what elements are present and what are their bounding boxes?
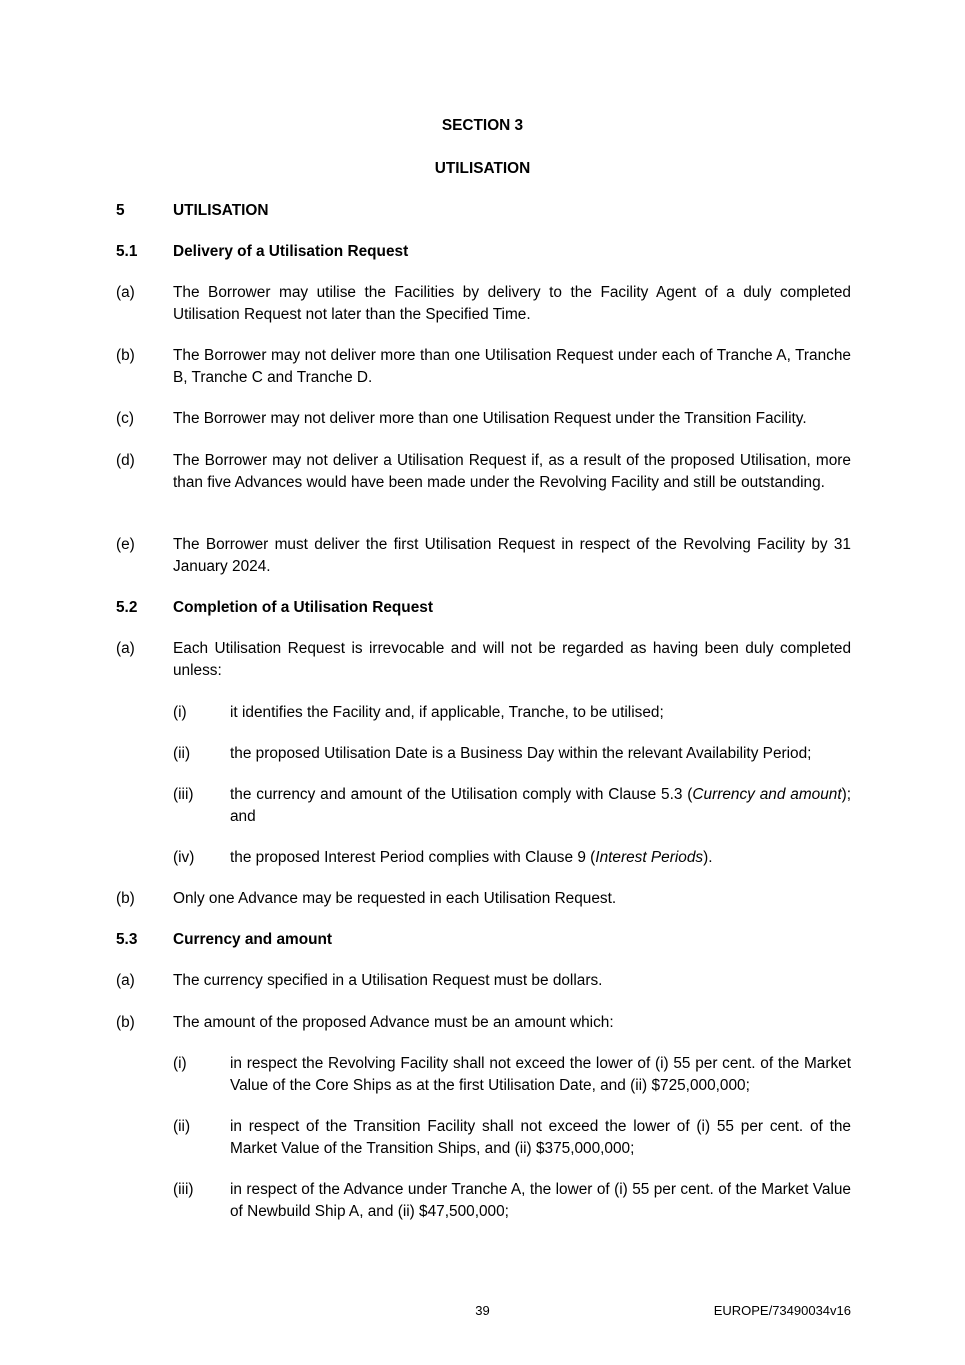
paragraph-number: (a) [116,972,135,989]
paragraph-text: The Borrower may not deliver more than one Utilisation Request under each of Tranche A, Tranche B, Tranche C and Tranche D. [173,347,851,386]
clause-title: UTILISATION [173,202,269,219]
subclause-title: Completion of a Utilisation Request [173,599,433,616]
sub-paragraph-text: in respect of the Advance under Tranche A, the lower of (i) 55 per cent. of the Market Value of Newbuild Ship A, and (ii) $47,500,000; [230,1181,851,1220]
sub-paragraph-text: in respect of the Transition Facility shall not exceed the lower of (i) 55 per cent. of the Market Value of the Transition Ships, and (ii) $375,000,000; [230,1118,851,1157]
paragraph-text: The Borrower may utilise the Facilities by delivery to the Facility Agent of a duly completed Utilisation Request not later than the Specified Time. [173,284,851,323]
sub-paragraph-number: (iii) [173,1181,194,1198]
paragraph-number: (d) [116,452,135,469]
paragraph-number: (e) [116,536,135,553]
paragraph-text: The amount of the proposed Advance must be an amount which: [173,1014,614,1031]
subclause-title: Currency and amount [173,931,333,948]
subclause-number: 5.3 [116,931,138,948]
sub-paragraph-number: (i) [173,704,187,721]
sub-paragraph-text: the currency and amount of the Utilisation comply with Clause 5.3 (Currency and amount); and [230,786,852,825]
subclause-number: 5.1 [116,243,138,260]
clause-reference: Interest Periods [595,849,704,866]
page-number: 39 [475,1303,490,1318]
paragraph-number: (b) [116,890,135,907]
sub-paragraph-number: (ii) [173,745,191,762]
section-title: UTILISATION [434,160,531,177]
paragraph-text: The Borrower may not deliver more than one Utilisation Request under the Transition Facility. [173,410,807,427]
sub-paragraph-text: the proposed Utilisation Date is a Business Day within the relevant Availability Period; [230,745,812,762]
paragraph-text: The Borrower may not deliver a Utilisation Request if, as a result of the proposed Utilisation, more than five Advances would have been made under the Revolving Facility and still be outstanding. [173,452,851,491]
clause-reference: Currency and amount [692,786,842,803]
document-reference: EUROPE/73490034v16 [713,1303,851,1318]
sub-paragraph-text: the proposed Interest Period complies with Clause 9 (Interest Periods). [230,849,713,866]
sub-paragraph-number: (iii) [173,786,194,803]
section-label: SECTION 3 [441,117,524,134]
paragraph-text: The currency specified in a Utilisation Request must be dollars. [173,972,603,989]
sub-paragraph-number: (ii) [173,1118,191,1135]
paragraph-number: (a) [116,640,135,657]
clause-number: 5 [116,202,125,219]
sub-paragraph-number: (iv) [173,849,195,866]
paragraph-text: Each Utilisation Request is irrevocable and will not be regarded as having been duly completed unless: [173,640,851,679]
sub-paragraph-text: in respect the Revolving Facility shall not exceed the lower of (i) 55 per cent. of the Market Value of the Core Ships as at the first Utilisation Date, and (ii) $725,000,000; [230,1055,851,1094]
paragraph-text: Only one Advance may be requested in each Utilisation Request. [173,890,617,907]
paragraph-number: (c) [116,410,134,427]
subclause-title: Delivery of a Utilisation Request [173,243,409,260]
sub-paragraph-text: it identifies the Facility and, if applicable, Tranche, to be utilised; [230,704,664,721]
paragraph-number: (a) [116,284,135,301]
paragraph-number: (b) [116,1014,135,1031]
subclause-number: 5.2 [116,599,138,616]
sub-paragraph-number: (i) [173,1055,187,1072]
paragraph-text: The Borrower must deliver the first Utilisation Request in respect of the Revolving Facility by 31 January 2024. [173,536,851,575]
paragraph-number: (b) [116,347,135,364]
